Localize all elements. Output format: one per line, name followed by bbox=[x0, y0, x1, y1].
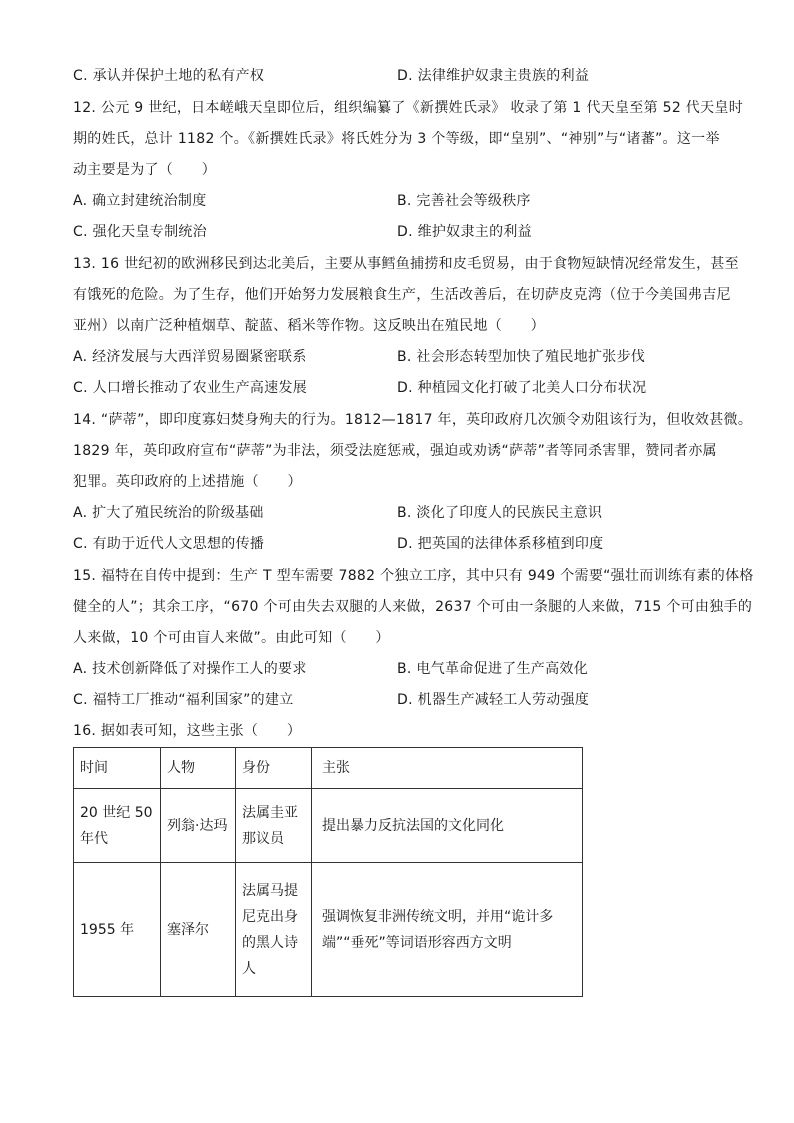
table-header-row bbox=[74, 748, 583, 789]
q12-stem-line-1: 12. 公元 9 世纪，日本嵯峨天皇即位后，组织编纂了《新撰姓氏录》 收录了第 1 代天皇至第 52 代天皇时 bbox=[73, 100, 743, 116]
cell-time: 20 世纪 50 年代 bbox=[74, 789, 161, 863]
header-identity: 身份 bbox=[236, 748, 312, 789]
q16-table bbox=[73, 747, 583, 997]
q11-option-c: C. 承认并保护土地的私有产权 bbox=[73, 68, 265, 84]
cell-person: 列翁·达玛 bbox=[161, 789, 236, 863]
q15-option-b: B. 电气革命促进了生产高效化 bbox=[397, 661, 589, 677]
q13-stem-line-2: 有饿死的危险。为了生存，他们开始努力发展粮食生产，生活改善后，在切萨皮克湾（位于今美国弗吉尼 bbox=[73, 287, 731, 303]
q15-option-d: D. 机器生产减轻工人劳动强度 bbox=[397, 692, 590, 708]
header-claim: 主张 bbox=[312, 748, 583, 789]
q13-option-d: D. 种植园文化打破了北美人口分布状况 bbox=[397, 380, 647, 396]
q14-option-c: C. 有助于近代人文思想的传播 bbox=[73, 536, 265, 552]
cell-claim: 强调恢复非洲传统文明，并用“诡计多端”“垂死”等词语形容西方文明 bbox=[312, 863, 583, 997]
q14-option-d: D. 把英国的法律体系移植到印度 bbox=[397, 536, 604, 552]
cell-identity: 法属马提尼克出身的黑人诗人 bbox=[236, 863, 312, 997]
q12-stem-line-2: 期的姓氏，总计 1182 个。《新撰姓氏录》将氏姓分为 3 个等级，即“皇别”、“神别”与“诸蕃”。这一举 bbox=[73, 131, 720, 147]
q13-option-c: C. 人口增长推动了农业生产高速发展 bbox=[73, 380, 308, 396]
table-row bbox=[74, 863, 583, 997]
q13-option-a: A. 经济发展与大西洋贸易圈紧密联系 bbox=[73, 349, 307, 365]
q12-option-a: A. 确立封建统治制度 bbox=[73, 193, 207, 209]
q14-stem-line-2: 1829 年，英印政府宣布“萨蒂”为非法，须受法庭惩戒，强迫或劝诱“萨蒂”者等同杀害罪，赞同者亦属 bbox=[73, 443, 717, 459]
q12-option-b: B. 完善社会等级秩序 bbox=[397, 193, 531, 209]
q13-stem-line-1: 13. 16 世纪初的欧洲移民到达北美后，主要从事鳕鱼捕捞和皮毛贸易，由于食物短缺情况经常发生，甚至 bbox=[73, 256, 739, 272]
header-time: 时间 bbox=[74, 748, 161, 789]
q12-option-c: C. 强化天皇专制统治 bbox=[73, 224, 207, 240]
q15-stem-line-2: 健全的人”；其余工序，“670 个可由失去双腿的人来做，2637 个可由一条腿的人来做，715 个可由独手的 bbox=[73, 599, 753, 615]
q15-stem-line-3: 人来做，10 个可由盲人来做”。由此可知（ ） bbox=[73, 630, 390, 646]
cell-person: 塞泽尔 bbox=[161, 863, 236, 997]
cell-time: 1955 年 bbox=[74, 863, 161, 997]
cell-identity: 法属圭亚那议员 bbox=[236, 789, 312, 863]
q14-option-a: A. 扩大了殖民统治的阶级基础 bbox=[73, 505, 264, 521]
table-row bbox=[74, 789, 583, 863]
q13-option-b: B. 社会形态转型加快了殖民地扩张步伐 bbox=[397, 349, 646, 365]
q12-option-d: D. 维护奴隶主的利益 bbox=[397, 224, 532, 240]
cell-claim: 提出暴力反抗法国的文化同化 bbox=[312, 789, 583, 863]
q14-option-b: B. 淡化了印度人的民族民主意识 bbox=[397, 505, 603, 521]
q14-stem-line-3: 犯罪。英印政府的上述措施（ ） bbox=[73, 474, 302, 490]
q14-stem-line-1: 14. “萨蒂”，即印度寡妇焚身殉夫的行为。1812—1817 年，英印政府几次颁令劝阻该行为，但收效甚微。 bbox=[73, 412, 753, 428]
q13-stem-line-3: 亚州）以南广泛种植烟草、靛蓝、稻米等作物。这反映出在殖民地（ ） bbox=[73, 318, 545, 334]
header-person: 人物 bbox=[161, 748, 236, 789]
q12-stem-line-3: 动主要是为了（ ） bbox=[73, 162, 216, 178]
q16-stem: 16. 据如表可知，这些主张（ ） bbox=[73, 723, 302, 739]
q15-option-a: A. 技术创新降低了对操作工人的要求 bbox=[73, 661, 307, 677]
q15-option-c: C. 福特工厂推动“福利国家”的建立 bbox=[73, 692, 294, 708]
q11-option-d: D. 法律维护奴隶主贵族的利益 bbox=[397, 68, 590, 84]
q15-stem-line-1: 15. 福特在自传中提到：生产 T 型车需要 7882 个独立工序，其中只有 949 个需要“强壮而训练有素的体格 bbox=[73, 568, 754, 584]
